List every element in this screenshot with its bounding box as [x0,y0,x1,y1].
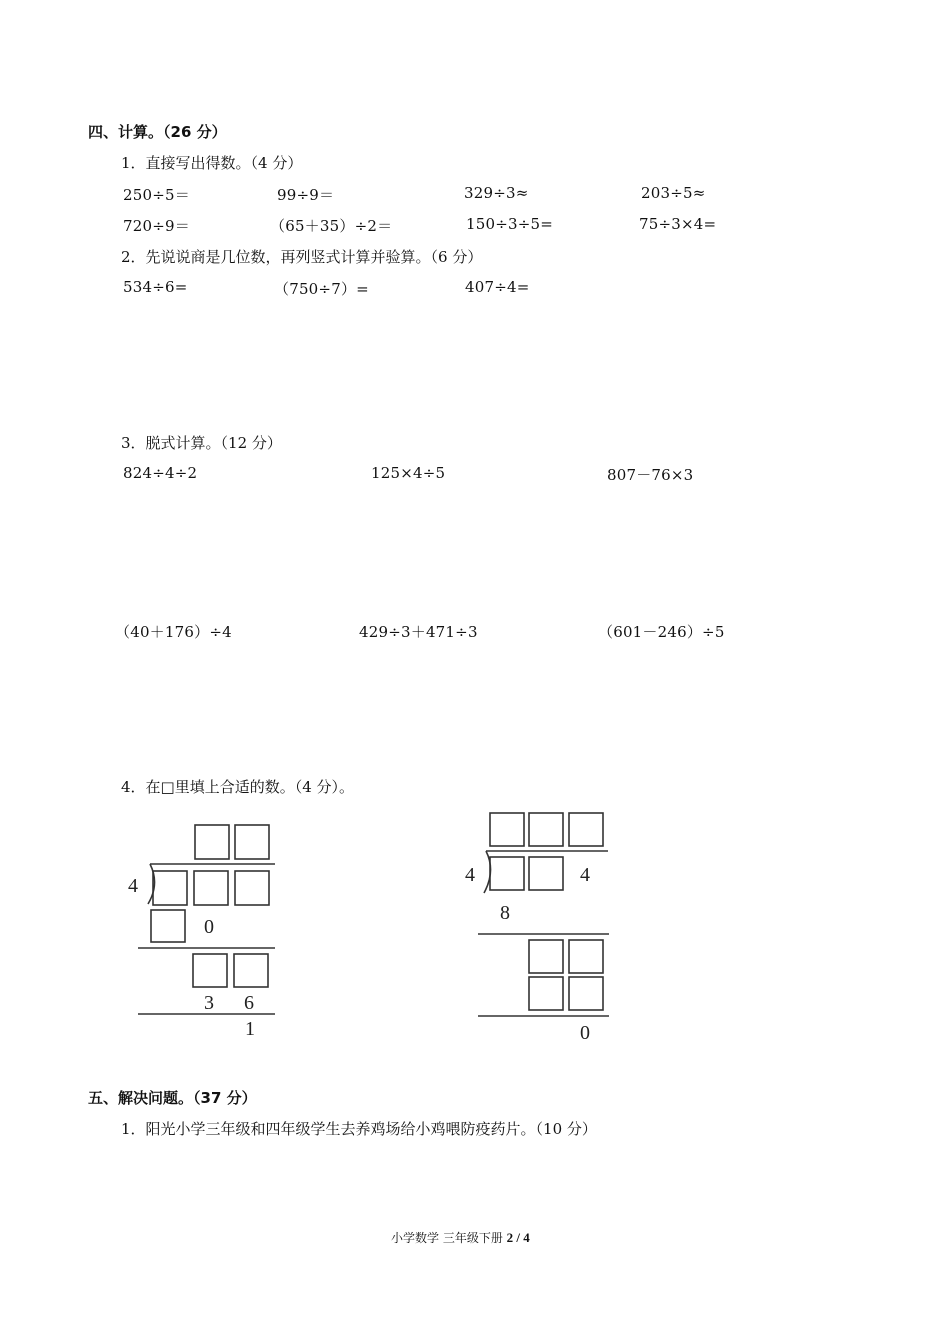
step-calc-item: （40＋176）÷4 [115,623,232,641]
step-calc-item: 125×4÷5 [371,464,446,482]
divisor-digit: 4 [465,864,475,886]
blank-box[interactable] [234,954,268,987]
oral-calc-item: 75÷3×4= [639,215,717,233]
given-digit: 6 [244,992,254,1014]
section-5-title: 五、解决问题。（37 分） [88,1089,257,1107]
blank-box[interactable] [569,977,603,1010]
oral-calc-item: 329÷3≈ [464,184,529,202]
blank-box[interactable] [569,813,603,846]
vertical-calc-item: （750÷7）= [274,280,369,298]
blank-box[interactable] [529,940,563,973]
oral-calc-item: （65＋35）÷2＝ [270,217,393,235]
blank-box[interactable] [569,940,603,973]
divisor-digit: 4 [128,875,138,897]
oral-calc-item: 250÷5＝ [123,186,190,204]
vertical-calc-item: 407÷4= [465,278,530,296]
blank-box[interactable] [153,871,187,905]
oral-calc-item: 99÷9＝ [277,186,335,204]
question-3-title: 3．脱式计算。（12 分） [121,434,282,452]
question-1-title: 1．直接写出得数。（4 分） [121,154,303,172]
step-calc-item: 429÷3＋471÷3 [359,623,478,641]
problem-1-title: 1．阳光小学三年级和四年级学生去养鸡场给小鸡喂防疫药片。（10 分） [121,1120,597,1138]
given-digit: 3 [204,992,214,1014]
given-digit: 0 [204,916,214,938]
oral-calc-item: 720÷9＝ [123,217,190,235]
blank-box[interactable] [193,954,227,987]
section-4-title: 四、计算。（26 分） [88,123,227,141]
remainder-digit: 0 [580,1022,590,1044]
blank-box[interactable] [529,977,563,1010]
blank-box[interactable] [490,857,524,890]
oral-calc-item: 150÷3÷5= [466,215,554,233]
vertical-calc-item: 534÷6= [123,278,188,296]
blank-box[interactable] [235,871,269,905]
step-calc-item: 824÷4÷2 [123,464,198,482]
blank-box[interactable] [529,813,563,846]
blank-box[interactable] [151,910,185,942]
given-digit: 8 [500,902,510,924]
question-2-title: 2．先说说商是几位数，再列竖式计算并验算。（6 分） [121,248,483,266]
blank-box[interactable] [195,825,229,859]
page-number: 2 / 4 [506,1230,530,1245]
page-footer [391,1229,530,1246]
blank-box[interactable] [235,825,269,859]
step-calc-item: （601－246）÷5 [598,623,725,641]
question-4-title: 4．在□里填上合适的数。（4 分）。 [121,778,355,796]
blank-box[interactable] [490,813,524,846]
blank-box[interactable] [194,871,228,905]
footer-label: 小学数学 三年级下册 [391,1231,507,1245]
remainder-digit: 1 [245,1018,255,1040]
blank-box[interactable] [529,857,563,890]
given-digit: 4 [580,864,590,886]
step-calc-item: 807－76×3 [607,466,694,484]
oral-calc-item: 203÷5≈ [641,184,706,202]
